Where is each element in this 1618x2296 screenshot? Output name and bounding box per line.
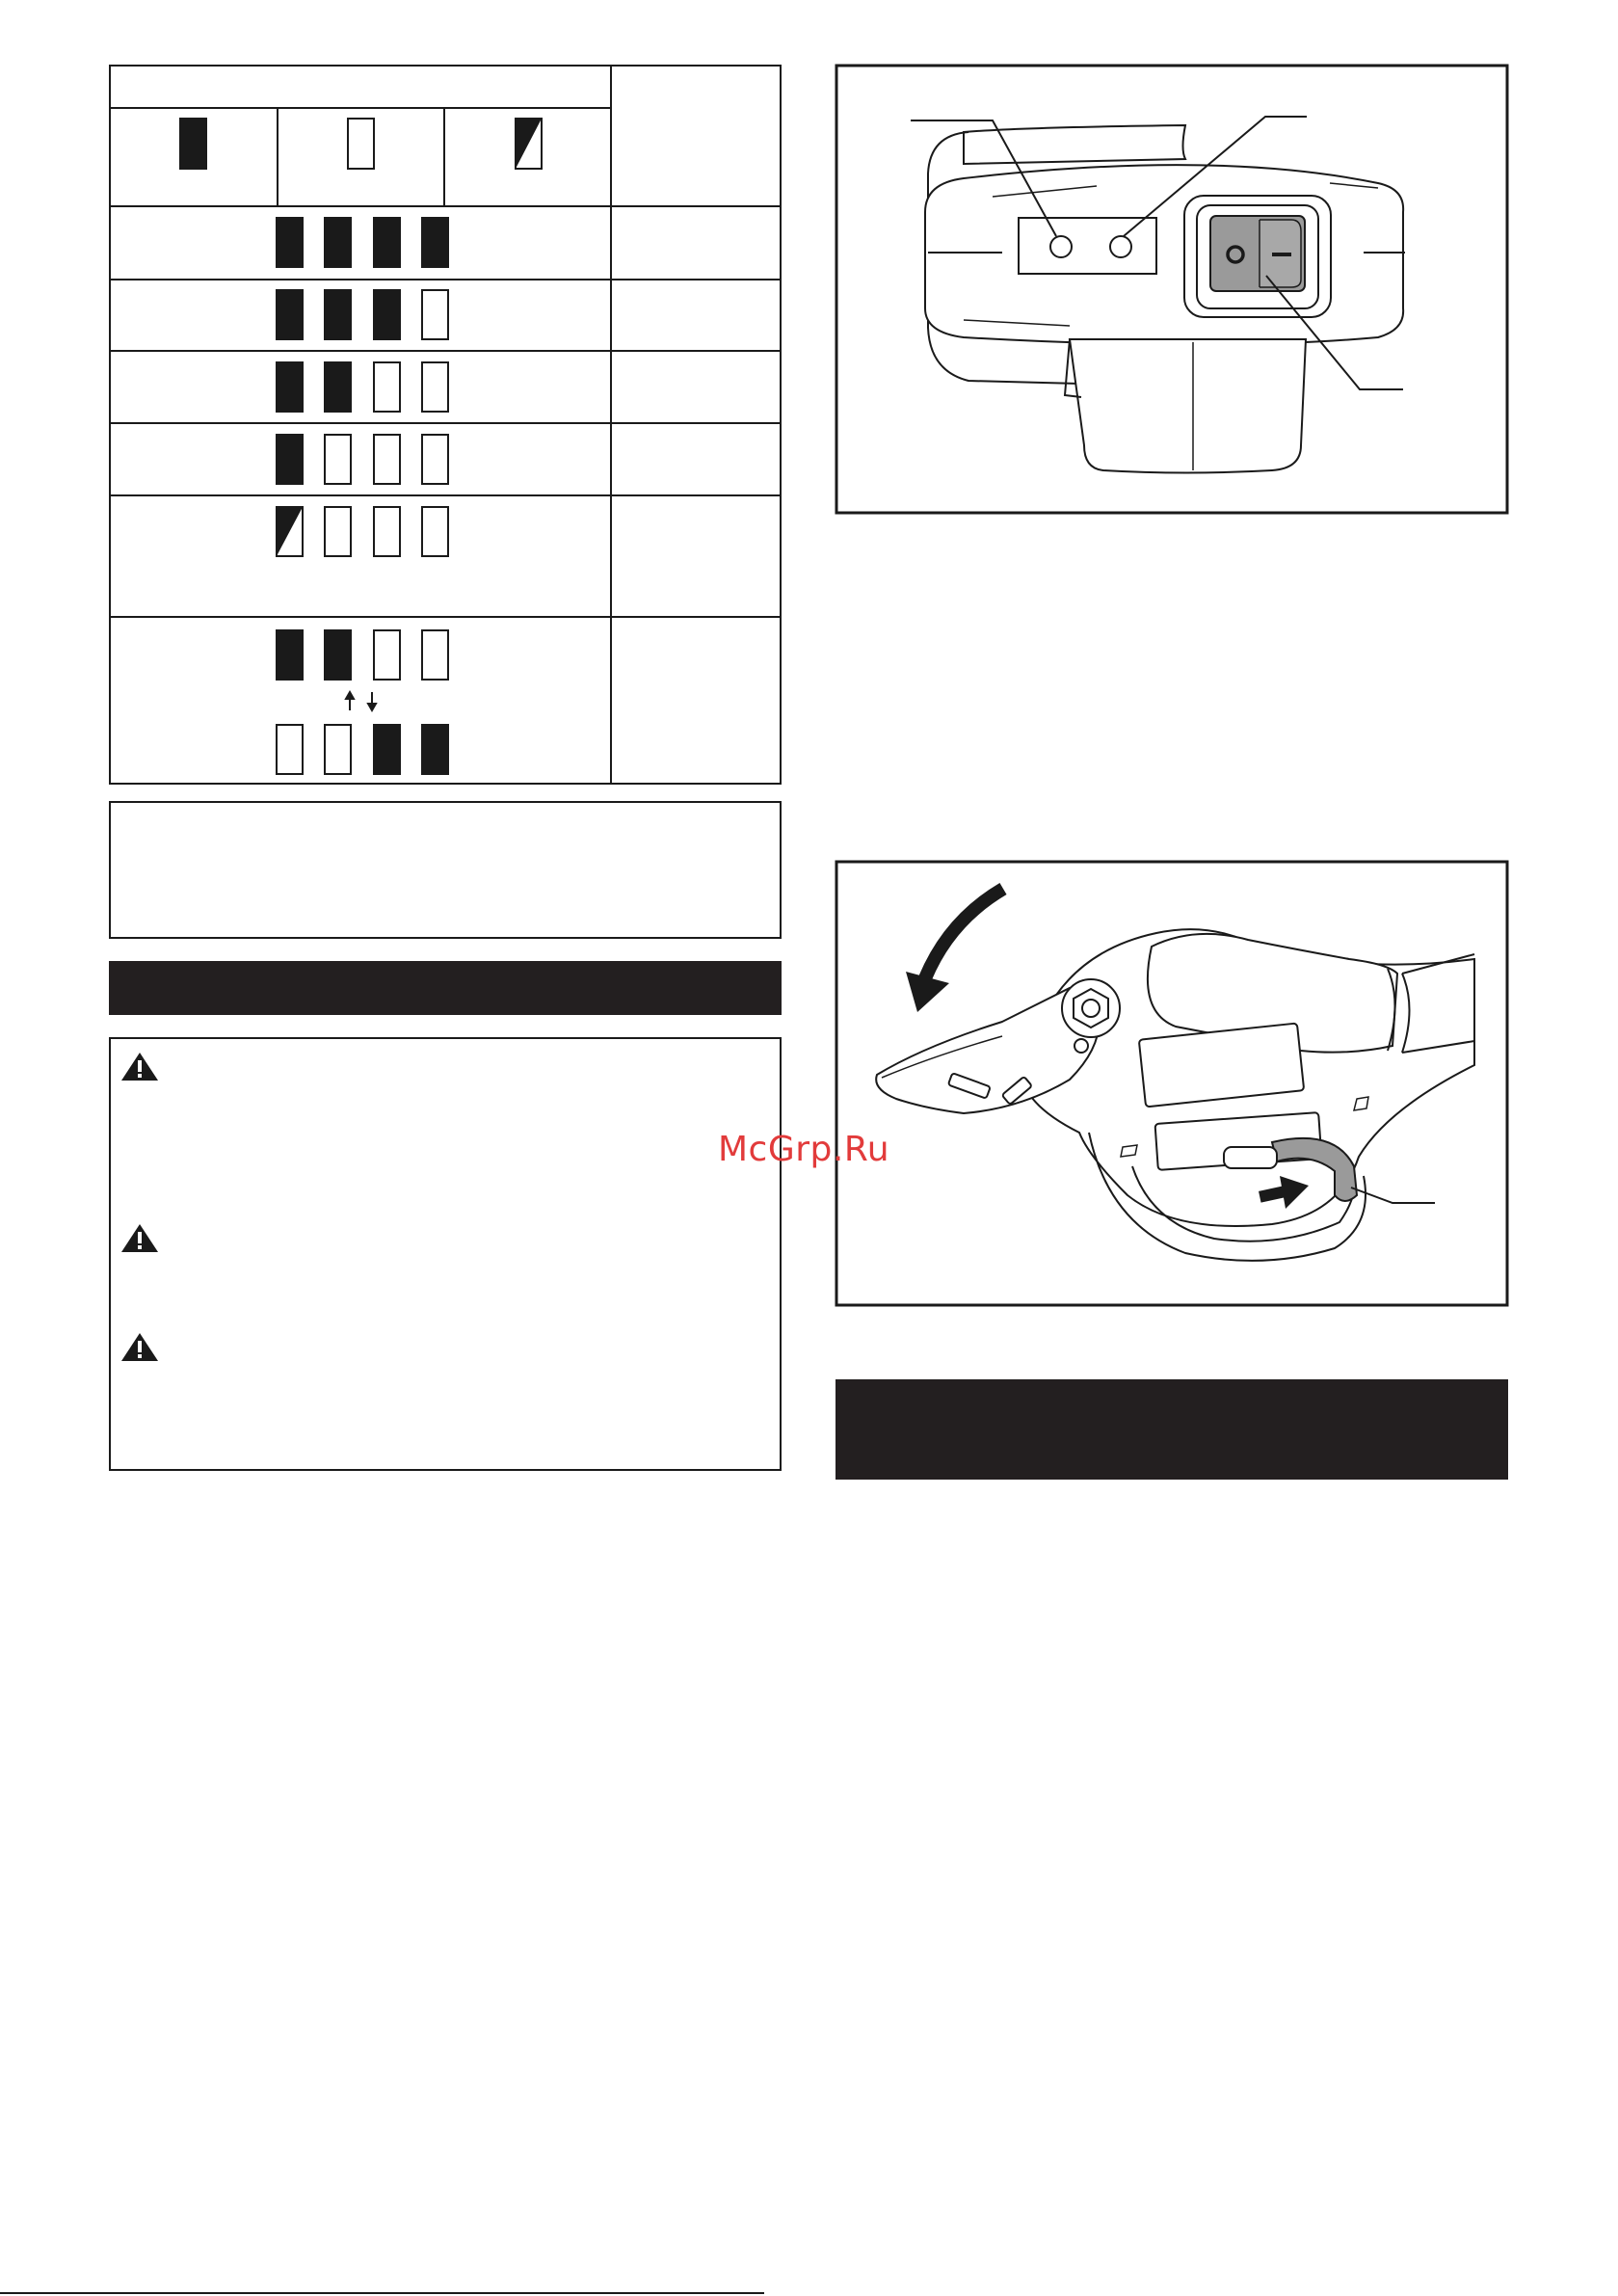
lamp-lit-icon: [422, 218, 448, 267]
indicator-row: [277, 362, 448, 412]
lamp-off-icon: [374, 362, 400, 412]
lamp-off-icon: [325, 725, 351, 774]
lamp-off-icon: [277, 725, 303, 774]
note-box: [110, 802, 781, 938]
lamp-lit-icon: [277, 630, 303, 680]
legend-lamps: [180, 119, 542, 169]
lamp-lit-icon: [422, 725, 448, 774]
lamp-lit-icon: [180, 119, 206, 169]
section-heading-bar-right: [836, 1379, 1508, 1480]
lamp-lit-icon: [277, 435, 303, 484]
section-heading-bar: [109, 961, 782, 1015]
lamp-off-icon: [348, 119, 374, 169]
switch-figure: [836, 66, 1507, 513]
lamp-lit-icon: [325, 362, 351, 412]
status-lamp-icon: [1050, 236, 1072, 257]
on-off-switch-icon: [1210, 216, 1305, 291]
lamp-off-icon: [422, 362, 448, 412]
lamp-off-icon: [422, 435, 448, 484]
indicator-row: [277, 290, 448, 339]
lamp-off-icon: [374, 435, 400, 484]
lamp-lit-icon: [277, 362, 303, 412]
warning-triangle-icon: [121, 1333, 158, 1361]
indicator-row: [277, 435, 448, 484]
lamp-lit-icon: [374, 725, 400, 774]
indicator-row: [277, 507, 448, 556]
lamp-off-icon: [374, 630, 400, 680]
lamp-lit-icon: [325, 630, 351, 680]
watermark: McGrp.Ru: [718, 1130, 890, 1169]
lamp-lit-icon: [277, 290, 303, 339]
lamp-lit-icon: [277, 218, 303, 267]
lamp-lit-icon: [325, 290, 351, 339]
lamp-off-icon: [422, 290, 448, 339]
warning-triangle-icon: [121, 1053, 158, 1081]
lamp-lit-icon: [325, 218, 351, 267]
pruner-figure: [836, 862, 1507, 1305]
indicator-row: [277, 630, 448, 774]
lamp-off-icon: [422, 630, 448, 680]
lamp-blinking-icon: [277, 507, 303, 556]
warning-box: [110, 1038, 781, 1470]
warning-triangle-icon: [121, 1224, 158, 1252]
lamp-blinking-icon: [516, 119, 542, 169]
blade-open-arrow-icon: [906, 889, 1003, 1012]
lamp-off-icon: [374, 507, 400, 556]
lamp-lit-icon: [374, 218, 400, 267]
power-lamp-icon: [1110, 236, 1131, 257]
alternating-arrows-icon: [346, 692, 376, 710]
lamp-lit-icon: [374, 290, 400, 339]
lamp-off-icon: [325, 435, 351, 484]
lamp-off-icon: [422, 507, 448, 556]
lamp-off-icon: [325, 507, 351, 556]
indicator-row: [277, 218, 448, 267]
